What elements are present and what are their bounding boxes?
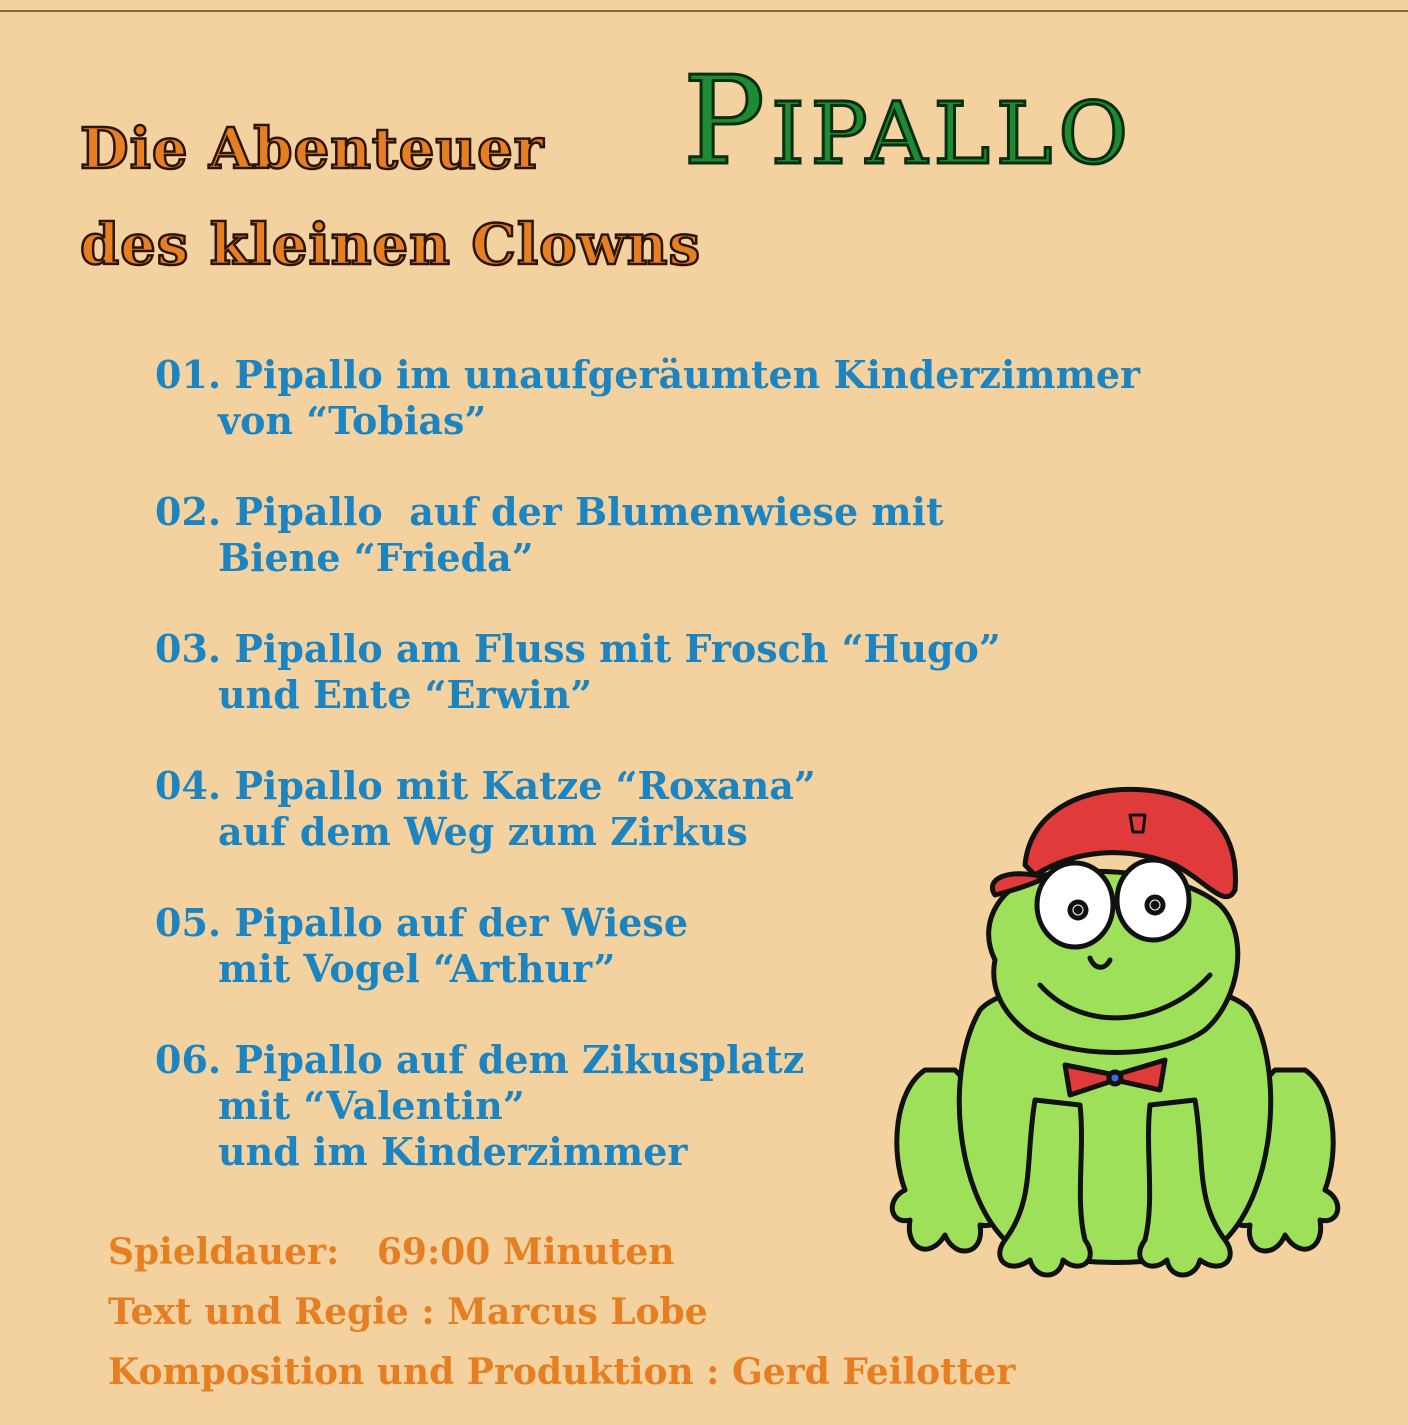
brand-title: Pipallo [683,50,1135,192]
track-subtitle: Biene “Frieda” [218,535,534,580]
track-subtitle: mit Vogel “Arthur” [218,946,616,991]
track-title: 06. Pipallo auf dem Zikusplatz [155,1037,805,1082]
track-item-01 [155,352,1140,444]
track-subtitle: und im Kinderzimmer [218,1129,688,1174]
track-subtitle: und Ente “Erwin” [218,672,593,717]
track-subtitle: auf dem Weg zum Zirkus [218,809,748,854]
duration-text: Spieldauer: 69:00 Minuten [108,1231,675,1273]
track-subtitle: von “Tobias” [218,398,487,443]
track-item-02 [155,489,1140,581]
track-title: 02. Pipallo auf der Blumenwiese mit [155,489,944,534]
text-direction-credit: Text und Regie : Marcus Lobe [108,1291,708,1333]
track-item-03 [155,626,1140,718]
credits [108,1222,1015,1402]
top-border [0,0,1408,12]
track-title: 01. Pipallo im unaufgeräumten Kinderzimmer [155,352,1141,397]
title-line-2: des kleinen Clowns [80,212,701,278]
track-title: 05. Pipallo auf der Wiese [155,900,689,945]
track-subtitle: mit “Valentin” [218,1083,525,1128]
composition-credit: Komposition und Produktion : Gerd Feilotter [108,1351,1016,1393]
frog-with-red-cap-illustration [885,770,1345,1290]
title-line-1: Die Abenteuer [80,116,545,182]
track-title: 04. Pipallo mit Katze “Roxana” [155,763,816,808]
track-title: 03. Pipallo am Fluss mit Frosch “Hugo” [155,626,1001,671]
